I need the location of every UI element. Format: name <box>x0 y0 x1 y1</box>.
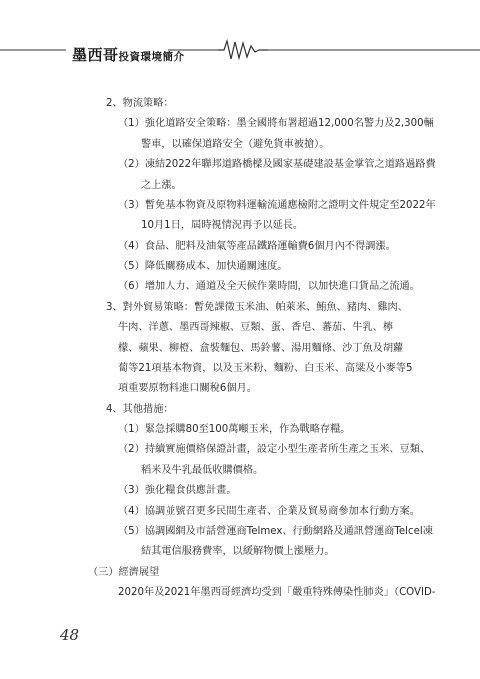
section-3-cont-1: 牛肉、洋蔥、墨西哥辣椒、豆類、蛋、香皂、蕃茄、牛乳、檸 <box>118 322 394 334</box>
list-item-2-2: （2）凍結2022年聯邦道路橋樑及國家基礎建設基金掌管之道路過路費 <box>118 159 436 171</box>
outlook-paragraph: 2020年及2021年墨西哥經濟均受到「嚴重特殊傳染性肺炎」（COVID- <box>118 587 436 598</box>
list-item-2-4: （4）食品、肥料及油氣等產品鐵路運輸費6個月內不得調漲。 <box>118 240 396 252</box>
section-3-cont-3: 蔔等21項基本物資，以及玉米粉、麵粉、白玉米、高粱及小麥等5 <box>118 362 413 374</box>
section-2-heading: 2、物流策略： <box>106 98 174 109</box>
list-item-4-1: （1）緊急採購80至100萬噸玉米，作為戰略存糧。 <box>118 424 351 435</box>
list-item-4-5-cont: 結其電信服務費率，以緩解物價上漲壓力。 <box>141 546 335 558</box>
list-item-4-4: （4）協調並號召更多民間生產者、企業及貿易商參加本行動方案。 <box>118 505 420 517</box>
section-4-heading: 4、其他措施： <box>106 403 174 415</box>
list-item-2-1-cont: 警車，以確保道路安全（避免貨車被搶）。 <box>141 138 330 150</box>
list-item-2-1: （1）強化道路安全策略：墨全國將布署超過12,000名警力及2,300輛 <box>118 118 434 130</box>
header-title-sub: 投資環境簡介 <box>118 51 185 63</box>
list-item-4-5: （5）協調國網及市話營運商Telmex、行動網路及通訊營運商Telcel凍 <box>118 525 433 537</box>
list-item-4-3: （3）強化糧食供應計畫。 <box>118 485 237 497</box>
list-item-4-2: （2）持續實施價格保證計畫，設定小型生產者所生產之玉米、豆類、 <box>118 444 431 456</box>
section-3-cont-2: 檬、蘋果、柳橙、盒裝麵包、馬鈴薯、湯用麵條、沙丁魚及胡蘿 <box>118 342 404 354</box>
list-item-2-2-cont: 之上漲。 <box>141 179 182 191</box>
section-3-heading: 3、對外貿易策略：暫免課徵玉米油、帕萊米、鮪魚、豬肉、雞肉、 <box>106 301 408 313</box>
page-number: 48 <box>60 626 80 644</box>
list-item-2-6: （6）增加人力、通道及全天候作業時間，以加快進口貨品之流通。 <box>118 281 420 293</box>
section-3-outlook-heading: （三）經濟展望 <box>88 566 160 578</box>
heartbeat-icon <box>218 41 268 59</box>
header-title-main: 墨西哥 <box>72 46 119 64</box>
section-3-cont-4: 項重要原物料進口關稅6個月。 <box>118 383 257 395</box>
list-item-2-3-cont: 10月1日，屆時視情況再予以延長。 <box>141 220 304 232</box>
list-item-2-5: （5）降低關務成本、加快通關速度。 <box>118 261 288 272</box>
header-title <box>72 44 185 65</box>
list-item-2-3: （3）暫免基本物資及原物料運輸流通應檢附之證明文件規定至2022年 <box>118 199 436 211</box>
list-item-4-2-cont: 稻米及牛乳最低收購價格。 <box>141 464 264 476</box>
